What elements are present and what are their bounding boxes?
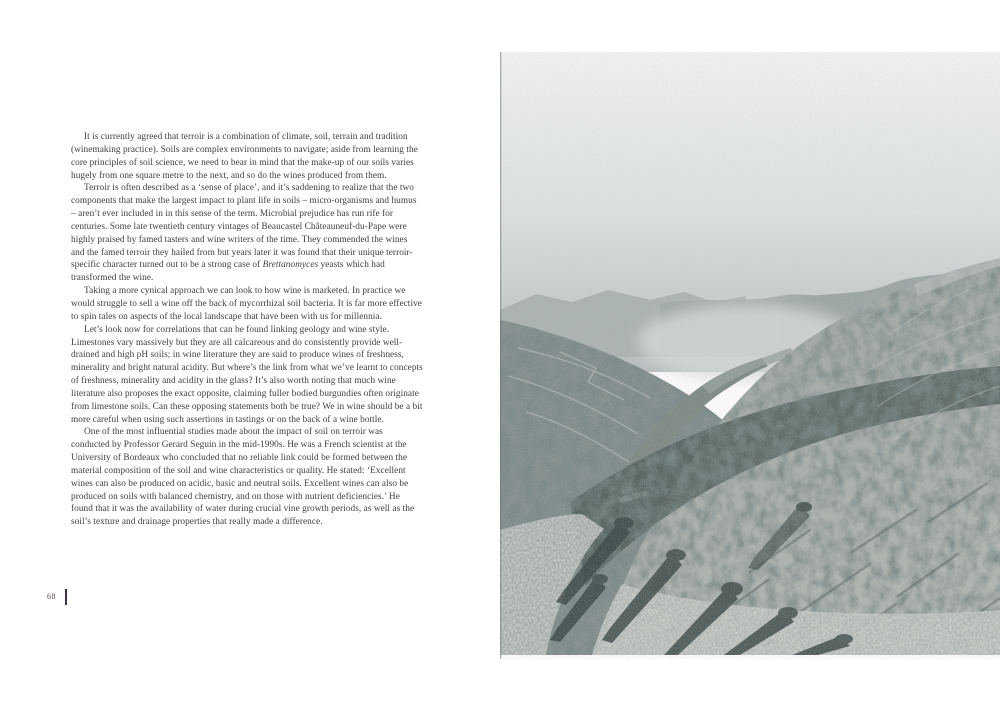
- page-number-divider: [65, 589, 67, 605]
- paragraph-text: One of the most influential studies made about the impact of soil on terroir was conducted by Professor Gerard Seguin in the mid-1990s. He was a French scientist at the University of Bordeaux who concluded that no reliable link could be formed between the material composition of the soil and wine characteristics or quality. He stated: ‘Excellent wines can also be produced on acidic, basic and neutral soils. Excellent wines can also be produced on soils with balanced chemistry, and on those with nutrient deficiencies.’ He found that it was the availability of water during crucial vine growth periods, as well as the soil’s texture and drainage properties that really made a difference.: [71, 427, 415, 528]
- valley-photo-art: [500, 52, 1000, 659]
- italic-term: Brettanomyces: [262, 260, 319, 271]
- body-paragraph: [71, 426, 423, 529]
- body-paragraph: [71, 131, 423, 182]
- paragraph-text: yeasts which had transformed the wine.: [71, 260, 385, 284]
- page-number: [47, 589, 67, 605]
- paragraph-text: Taking a more cynical approach we can look to how wine is marketed. In practice we would struggle to sell a wine off the back of mycorrhizal soil bacteria. It is far more effective to spin tales on aspects of the local landscape that have been with us for millennia.: [71, 286, 422, 322]
- body-paragraph: [71, 324, 423, 427]
- body-text-column: [71, 131, 423, 529]
- paragraph-text: Terroir is often described as a ‘sense of place’, and it’s saddening to realize that the two components that make the largest impact to plant life in soils – micro-organisms and humus – aren’t ever included in in this sense of the term. Microbial prejudice has run rife for centuries. Some late twentieth century vintages of Beaucastel Châteauneuf-du-Pape were highly praised by famed tasters and wine writers of the time. They commended the wines and the famed terroir they hailed from but years later it was found that their unique terroir-specific character turned out to be a strong case of: [71, 183, 417, 271]
- body-paragraph: [71, 285, 423, 324]
- valley-photograph: [500, 52, 1000, 659]
- page-number-value: 68: [47, 592, 56, 601]
- body-paragraph: [71, 182, 423, 285]
- paragraph-text: Let’s look now for correlations that can be found linking geology and wine style. Limestones vary massively but they are all calcareous and do consistently provide well-drained and high pH soils; in wine literature they are said to produce wines of freshness, minerality and bright natural acidity. But where’s the link from what we’ve learnt to concepts of freshness, minerality and acidity in the glass? It’s also worth noting that much wine literature also proposes the exact opposite, claiming fuller bodied burgundies often originate from limestone soils. Can these opposing statements both be true? We in wine should be a bit more careful when using such assertions in tastings or on the back of a wine bottle.: [71, 324, 423, 425]
- paragraph-text: It is currently agreed that terroir is a combination of climate, soil, terrain and tradition (winemaking practice). Soils are complex environments to navigate; aside from learning the core principles of soil science, we need to bear in mind that the make-up of our soils varies hugely from one square metre to the next, and so do the wines produced from them.: [71, 132, 418, 181]
- photo-grain: [500, 52, 1000, 659]
